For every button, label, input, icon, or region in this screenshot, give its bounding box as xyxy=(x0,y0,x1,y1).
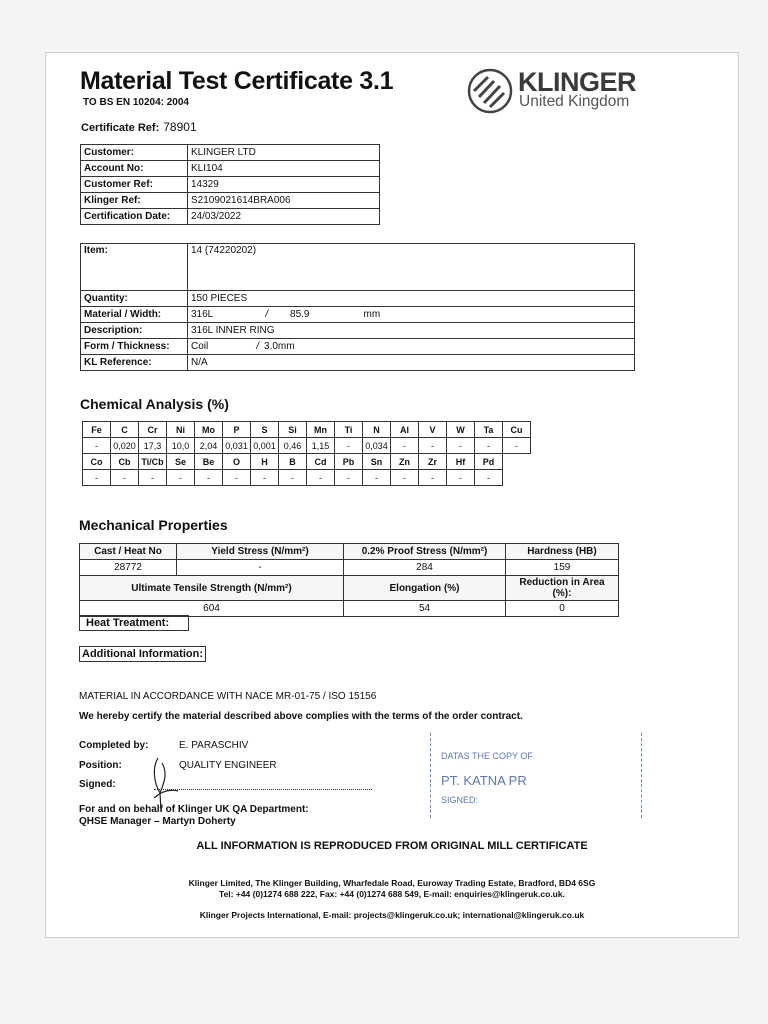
table-cell: N/A xyxy=(188,355,635,371)
certify-statement: We hereby certify the material described above complies with the terms of the order contract. xyxy=(79,711,523,722)
footer-contact: Tel: +44 (0)1274 688 222, Fax: +44 (0)1274 688 549, E-mail: enquiries@klingeruk.co.uk. xyxy=(219,889,565,899)
table-cell: Co xyxy=(83,454,111,470)
stamp-line: DATAS THE COPY OF xyxy=(441,751,533,761)
table-cell: Mo xyxy=(195,422,223,438)
table-row xyxy=(81,244,635,291)
table-cell: Hf xyxy=(447,454,475,470)
table-cell: 2,04 xyxy=(195,438,223,454)
table-cell: 0,001 xyxy=(251,438,279,454)
table-cell: Description: xyxy=(81,323,188,339)
table-cell: V xyxy=(419,422,447,438)
table-row xyxy=(83,438,531,454)
nace-statement: MATERIAL IN ACCORDANCE WITH NACE MR-01-75 / ISO 15156 xyxy=(79,691,377,702)
footer-address: Klinger Limited, The Klinger Building, Wharfedale Road, Euroway Trading Estate, Bradford, BD4 6SG xyxy=(188,878,596,888)
table-cell: Pd xyxy=(475,454,503,470)
table-row xyxy=(81,323,635,339)
table-cell: 28772 xyxy=(80,560,177,576)
table-cell: 0,46 xyxy=(279,438,307,454)
table-cell: 159 xyxy=(506,560,619,576)
table-cell: Material / Width: xyxy=(81,307,188,323)
table-cell: 14329 xyxy=(188,177,380,193)
table-cell: O xyxy=(223,454,251,470)
table-cell: - xyxy=(475,438,503,454)
table-cell: - xyxy=(111,470,139,486)
table-row xyxy=(81,177,380,193)
table-cell: Pb xyxy=(335,454,363,470)
table-cell: 316L INNER RING xyxy=(188,323,635,339)
behalf-statement: For and on behalf of Klinger UK QA Department: xyxy=(79,804,309,815)
table-cell: 0,031 xyxy=(223,438,251,454)
stamp-line: SIGNED: xyxy=(441,795,479,805)
manager-name: QHSE Manager – Martyn Doherty xyxy=(79,816,236,827)
table-cell: - xyxy=(447,470,475,486)
table-cell: S2109021614BRA006 xyxy=(188,193,380,209)
table-cell: - xyxy=(195,470,223,486)
table-cell: Form / Thickness: xyxy=(81,339,188,355)
table-cell: Al xyxy=(391,422,419,438)
table-cell: KLINGER LTD xyxy=(188,145,380,161)
table-cell: Quantity: xyxy=(81,291,188,307)
table-row xyxy=(81,307,635,323)
certificate-ref-value: 78901 xyxy=(163,120,197,134)
heat-treatment-label: Heat Treatment: xyxy=(79,615,189,631)
form-value: Coil xyxy=(191,341,209,352)
table-cell: Cr xyxy=(139,422,167,438)
empty-cell xyxy=(503,454,531,470)
table-cell: Elongation (%) xyxy=(344,576,506,601)
mechanical-properties-table xyxy=(79,543,619,617)
table-cell: Cu xyxy=(503,422,531,438)
table-cell: Customer: xyxy=(81,145,188,161)
table-cell: 10,0 xyxy=(167,438,195,454)
table-cell: 604 xyxy=(80,601,344,617)
table-row xyxy=(83,454,531,470)
table-cell: 0,034 xyxy=(363,438,391,454)
table-cell: Zr xyxy=(419,454,447,470)
table-cell: Sn xyxy=(363,454,391,470)
table-row xyxy=(81,193,380,209)
standard-reference: TO BS EN 10204: 2004 xyxy=(83,97,189,108)
table-cell: Account No: xyxy=(81,161,188,177)
separator: / xyxy=(256,341,260,352)
logo-brand: KLINGER xyxy=(518,67,636,97)
table-row xyxy=(81,145,380,161)
table-cell: 17,3 xyxy=(139,438,167,454)
table-cell: KL Reference: xyxy=(81,355,188,371)
table-row xyxy=(83,422,531,438)
completed-by-label: Completed by: xyxy=(79,740,149,751)
table-cell: Cast / Heat No xyxy=(80,544,177,560)
table-cell: Ultimate Tensile Strength (N/mm²) xyxy=(80,576,344,601)
table-row xyxy=(80,544,619,560)
table-row xyxy=(81,339,635,355)
table-row xyxy=(80,576,619,601)
table-cell: - xyxy=(83,438,111,454)
table-cell: Cb xyxy=(111,454,139,470)
table-cell: S xyxy=(251,422,279,438)
thickness-value: 3.0mm xyxy=(264,341,295,352)
additional-information-label: Additional Information: xyxy=(79,646,206,662)
table-cell: 24/03/2022 xyxy=(188,209,380,225)
klinger-logo-icon xyxy=(466,67,516,117)
table-row xyxy=(81,355,635,371)
table-cell: - xyxy=(167,470,195,486)
chemical-analysis-table xyxy=(82,421,531,486)
table-cell: - xyxy=(419,438,447,454)
table-cell: H xyxy=(251,454,279,470)
table-cell: Ti xyxy=(335,422,363,438)
table-cell: - xyxy=(279,470,307,486)
table-cell: Item: xyxy=(81,244,188,291)
table-cell: Be xyxy=(195,454,223,470)
table-cell: - xyxy=(335,438,363,454)
table-cell: Klinger Ref: xyxy=(81,193,188,209)
table-cell: Si xyxy=(279,422,307,438)
table-row xyxy=(81,209,380,225)
chemical-analysis-heading: Chemical Analysis (%) xyxy=(80,396,229,412)
table-cell: - xyxy=(307,470,335,486)
table-cell: Hardness (HB) xyxy=(506,544,619,560)
position-value: QUALITY ENGINEER xyxy=(179,760,277,771)
width-unit: mm xyxy=(363,309,381,320)
table-cell: 14 (74220202) xyxy=(188,244,635,291)
table-cell: Cd xyxy=(307,454,335,470)
certificate-page xyxy=(45,52,739,938)
table-cell: C xyxy=(111,422,139,438)
table-cell: - xyxy=(83,470,111,486)
table-cell xyxy=(188,339,635,355)
table-cell: 0 xyxy=(506,601,619,617)
company-stamp xyxy=(430,733,642,818)
table-cell: - xyxy=(335,470,363,486)
table-row xyxy=(81,161,380,177)
table-cell: - xyxy=(363,470,391,486)
table-cell: Customer Ref: xyxy=(81,177,188,193)
table-cell: - xyxy=(503,438,531,454)
stamp-line: PT. KATNA PR xyxy=(441,773,527,788)
certificate-ref-label: Certificate Ref: xyxy=(81,122,160,134)
table-cell: KLI104 xyxy=(188,161,380,177)
reproduced-notice: ALL INFORMATION IS REPRODUCED FROM ORIGINAL MILL CERTIFICATE xyxy=(196,840,588,852)
table-cell: 0,020 xyxy=(111,438,139,454)
table-row xyxy=(81,291,635,307)
table-cell: - xyxy=(475,470,503,486)
table-cell: Ni xyxy=(167,422,195,438)
material-value: 316L xyxy=(191,309,214,320)
table-cell: 0.2% Proof Stress (N/mm²) xyxy=(344,544,506,560)
completed-by-value: E. PARASCHIV xyxy=(179,740,249,751)
table-cell: Ta xyxy=(475,422,503,438)
item-table xyxy=(80,243,635,371)
customer-info-table xyxy=(80,144,380,225)
separator: / xyxy=(265,309,269,320)
table-cell: - xyxy=(139,470,167,486)
table-cell: Ti/Cb xyxy=(139,454,167,470)
table-cell: 284 xyxy=(344,560,506,576)
table-cell: 1,15 xyxy=(307,438,335,454)
table-cell: - xyxy=(223,470,251,486)
table-cell: N xyxy=(363,422,391,438)
table-cell: Mn xyxy=(307,422,335,438)
document-title: Material Test Certificate 3.1 xyxy=(80,67,394,95)
table-cell: Yield Stress (N/mm²) xyxy=(177,544,344,560)
certificate-ref xyxy=(81,120,197,134)
table-row xyxy=(80,560,619,576)
table-cell: 150 PIECES xyxy=(188,291,635,307)
table-cell: P xyxy=(223,422,251,438)
table-cell xyxy=(188,307,635,323)
signature-line xyxy=(154,789,372,790)
table-cell: - xyxy=(391,438,419,454)
empty-cell xyxy=(503,470,531,486)
table-cell: - xyxy=(419,470,447,486)
table-cell: 54 xyxy=(344,601,506,617)
position-label: Position: xyxy=(79,760,122,771)
table-cell: - xyxy=(391,470,419,486)
table-cell: Fe xyxy=(83,422,111,438)
width-value: 85.9 xyxy=(290,309,310,320)
table-row xyxy=(83,470,531,486)
mechanical-properties-heading: Mechanical Properties xyxy=(79,517,228,533)
table-cell: W xyxy=(447,422,475,438)
footer-projects: Klinger Projects International, E-mail: projects@klingeruk.co.uk; international@klingeruk.co.uk xyxy=(199,910,585,920)
table-cell: Zn xyxy=(391,454,419,470)
signed-label: Signed: xyxy=(79,779,116,790)
logo-subtitle: United Kingdom xyxy=(519,93,630,110)
table-cell: Certification Date: xyxy=(81,209,188,225)
table-cell: - xyxy=(251,470,279,486)
table-cell: - xyxy=(447,438,475,454)
table-cell: Reduction in Area (%): xyxy=(506,576,619,601)
table-cell: - xyxy=(177,560,344,576)
klinger-logo xyxy=(466,65,666,115)
table-cell: Se xyxy=(167,454,195,470)
table-cell: B xyxy=(279,454,307,470)
